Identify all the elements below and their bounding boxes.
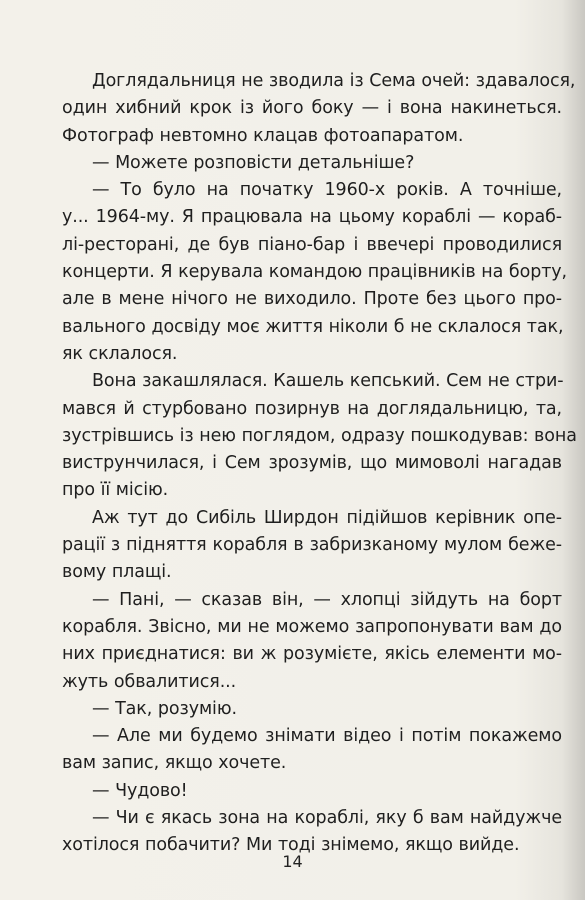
text-line: один хибний крок із його боку — і вона накинеться. xyxy=(62,98,562,119)
text-line: — Чи є якась зона на кораблі, яку б вам найдужче xyxy=(92,808,562,829)
text-line: рації з підняття корабля в забризканому мулом беже- xyxy=(62,535,562,556)
text-line: зустрівшись із нею поглядом, одразу пошкодував: вона xyxy=(62,425,577,446)
text-line: як склалося. xyxy=(62,343,178,364)
text-line: про її місію. xyxy=(62,480,169,501)
body-text xyxy=(62,68,577,860)
text-line: у... 1964-му. Я працювала на цьому кораблі — кораб- xyxy=(62,207,562,228)
text-line: концерти. Я керувала командою працівників на борту, xyxy=(62,262,568,283)
text-line: — То було на початку 1960-х років. А точніше, xyxy=(92,180,562,201)
text-line: — Але ми будемо знімати відео і потім покажемо xyxy=(92,726,562,747)
text-line: корабля. Звісно, ми не можемо запропонувати вам до xyxy=(62,616,562,637)
text-line: вам запис, якщо хочете. xyxy=(62,753,287,774)
text-line: вому плащі. xyxy=(62,562,172,583)
text-line: мався й стурбовано позирнув на доглядальницю, та, xyxy=(62,398,562,419)
text-line: лі-ресторані, де був піано-бар і ввечері проводилися xyxy=(62,234,562,255)
text-line: Фотограф невтомно клацав фотоапаратом. xyxy=(62,125,464,146)
text-line: них приєднатися: ви ж розумієте, якісь елементи мо- xyxy=(62,644,562,665)
text-line: Вона закашлялася. Кашель кепський. Сем не стри- xyxy=(92,371,564,392)
text-line: жуть обвалитися... xyxy=(62,671,237,692)
text-line: — Пані, — сказав він, — хлопці зійдуть на борт xyxy=(92,589,562,610)
text-line: хотілося побачити? Ми тоді знімемо, якщо вийде. xyxy=(62,835,520,856)
page-number: 14 xyxy=(282,852,303,871)
text-line: — Чудово! xyxy=(92,780,188,801)
text-line: — Можете розповісти детальніше? xyxy=(92,152,415,173)
text-line: вального досвіду моє життя ніколи б не склалося так, xyxy=(62,316,564,337)
text-line: але в мене нічого не виходило. Проте без цього про- xyxy=(62,289,562,310)
text-line: виструнчилася, і Сем зрозумів, що мимоволі нагадав xyxy=(62,453,562,474)
text-line: Аж тут до Сибіль Ширдон підійшов керівник опе- xyxy=(92,507,562,528)
text-line: — Так, розумію. xyxy=(92,698,237,719)
text-line: Доглядальниця не зводила із Сема очей: здавалося, xyxy=(92,71,576,91)
